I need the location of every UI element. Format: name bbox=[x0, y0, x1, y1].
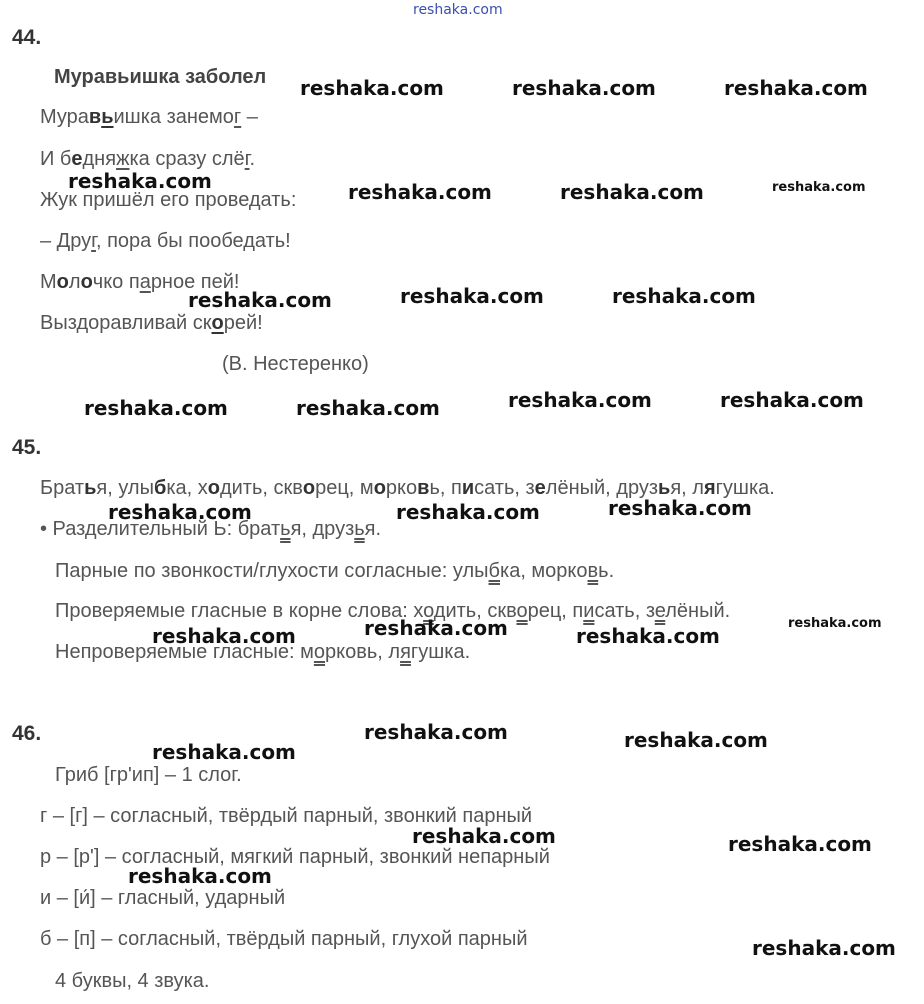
word-list: Братья, улыбка, ходить, скворец, морковь, писать, зелёный, друзья, лягушка. bbox=[40, 477, 775, 499]
watermark: reshaka.com bbox=[348, 180, 492, 204]
paired-consonants-line: Парные по звонкости/глухости согласные: улыбка, морковь. bbox=[55, 560, 615, 582]
watermark: reshaka.com bbox=[724, 76, 868, 100]
watermark: reshaka.com bbox=[108, 500, 252, 524]
watermark: reshaka.com bbox=[728, 832, 872, 856]
dividing-soft-sign-line: • Разделительный Ь: братья, друзья. bbox=[40, 518, 382, 540]
poem-author: (В. Нестеренко) bbox=[222, 353, 369, 375]
poem-line-4: – Друг, пора бы пообедать! bbox=[40, 230, 291, 252]
watermark: reshaka.com bbox=[68, 169, 212, 193]
poem-title: Муравьишка заболел bbox=[54, 66, 267, 88]
exercise-46-number: 46. bbox=[12, 722, 42, 745]
poem-line-3: Жук пришёл его проведать: bbox=[40, 189, 297, 211]
syllable-intro: Гриб [гр'ип] – 1 слог. bbox=[55, 764, 242, 786]
sound-line-i: и – [и́] – гласный, ударный bbox=[40, 887, 286, 909]
watermark: reshaka.com bbox=[720, 388, 864, 412]
watermark: reshaka.com bbox=[412, 824, 556, 848]
unchecked-vowels-line: Непроверяемые гласные: морковь, лягушка. bbox=[55, 641, 471, 663]
watermark: reshaka.com bbox=[364, 616, 508, 640]
watermark: reshaka.com bbox=[576, 624, 720, 648]
site-link[interactable]: reshaka.com bbox=[413, 2, 503, 18]
watermark: reshaka.com bbox=[788, 616, 882, 631]
watermark: reshaka.com bbox=[752, 936, 896, 960]
poem-line-2: И бедняжка сразу слёг. bbox=[40, 148, 256, 170]
watermark: reshaka.com bbox=[508, 388, 652, 412]
poem-line-1: Муравьишка занемог – bbox=[40, 106, 258, 128]
watermark: reshaka.com bbox=[400, 284, 544, 308]
watermark: reshaka.com bbox=[84, 396, 228, 420]
watermark: reshaka.com bbox=[364, 720, 508, 744]
watermark: reshaka.com bbox=[128, 864, 272, 888]
watermark: reshaka.com bbox=[624, 728, 768, 752]
sound-line-g: г – [г] – согласный, твёрдый парный, звонкий парный bbox=[40, 805, 533, 827]
watermark: reshaka.com bbox=[396, 500, 540, 524]
letter-sound-summary: 4 буквы, 4 звука. bbox=[55, 970, 210, 992]
poem-line-5: Молочко парное пей! bbox=[40, 271, 240, 293]
watermark: reshaka.com bbox=[772, 180, 866, 195]
watermark: reshaka.com bbox=[612, 284, 756, 308]
watermark: reshaka.com bbox=[188, 288, 332, 312]
exercise-45-number: 45. bbox=[12, 436, 42, 459]
watermark: reshaka.com bbox=[296, 396, 440, 420]
watermark: reshaka.com bbox=[152, 740, 296, 764]
sound-line-b: б – [п] – согласный, твёрдый парный, глухой парный bbox=[40, 928, 528, 950]
watermark: reshaka.com bbox=[300, 76, 444, 100]
poem-line-6: Выздоравливай скорей! bbox=[40, 312, 263, 334]
watermark: reshaka.com bbox=[608, 496, 752, 520]
exercise-44-number: 44. bbox=[12, 26, 42, 49]
sound-line-r: р – [р'] – согласный, мягкий парный, звонкий непарный bbox=[40, 846, 550, 868]
watermark: reshaka.com bbox=[152, 624, 296, 648]
checked-vowels-line: Проверяемые гласные в корне слова: ходить, скворец, писать, зелёный. bbox=[55, 600, 731, 622]
watermark: reshaka.com bbox=[512, 76, 656, 100]
watermark: reshaka.com bbox=[560, 180, 704, 204]
